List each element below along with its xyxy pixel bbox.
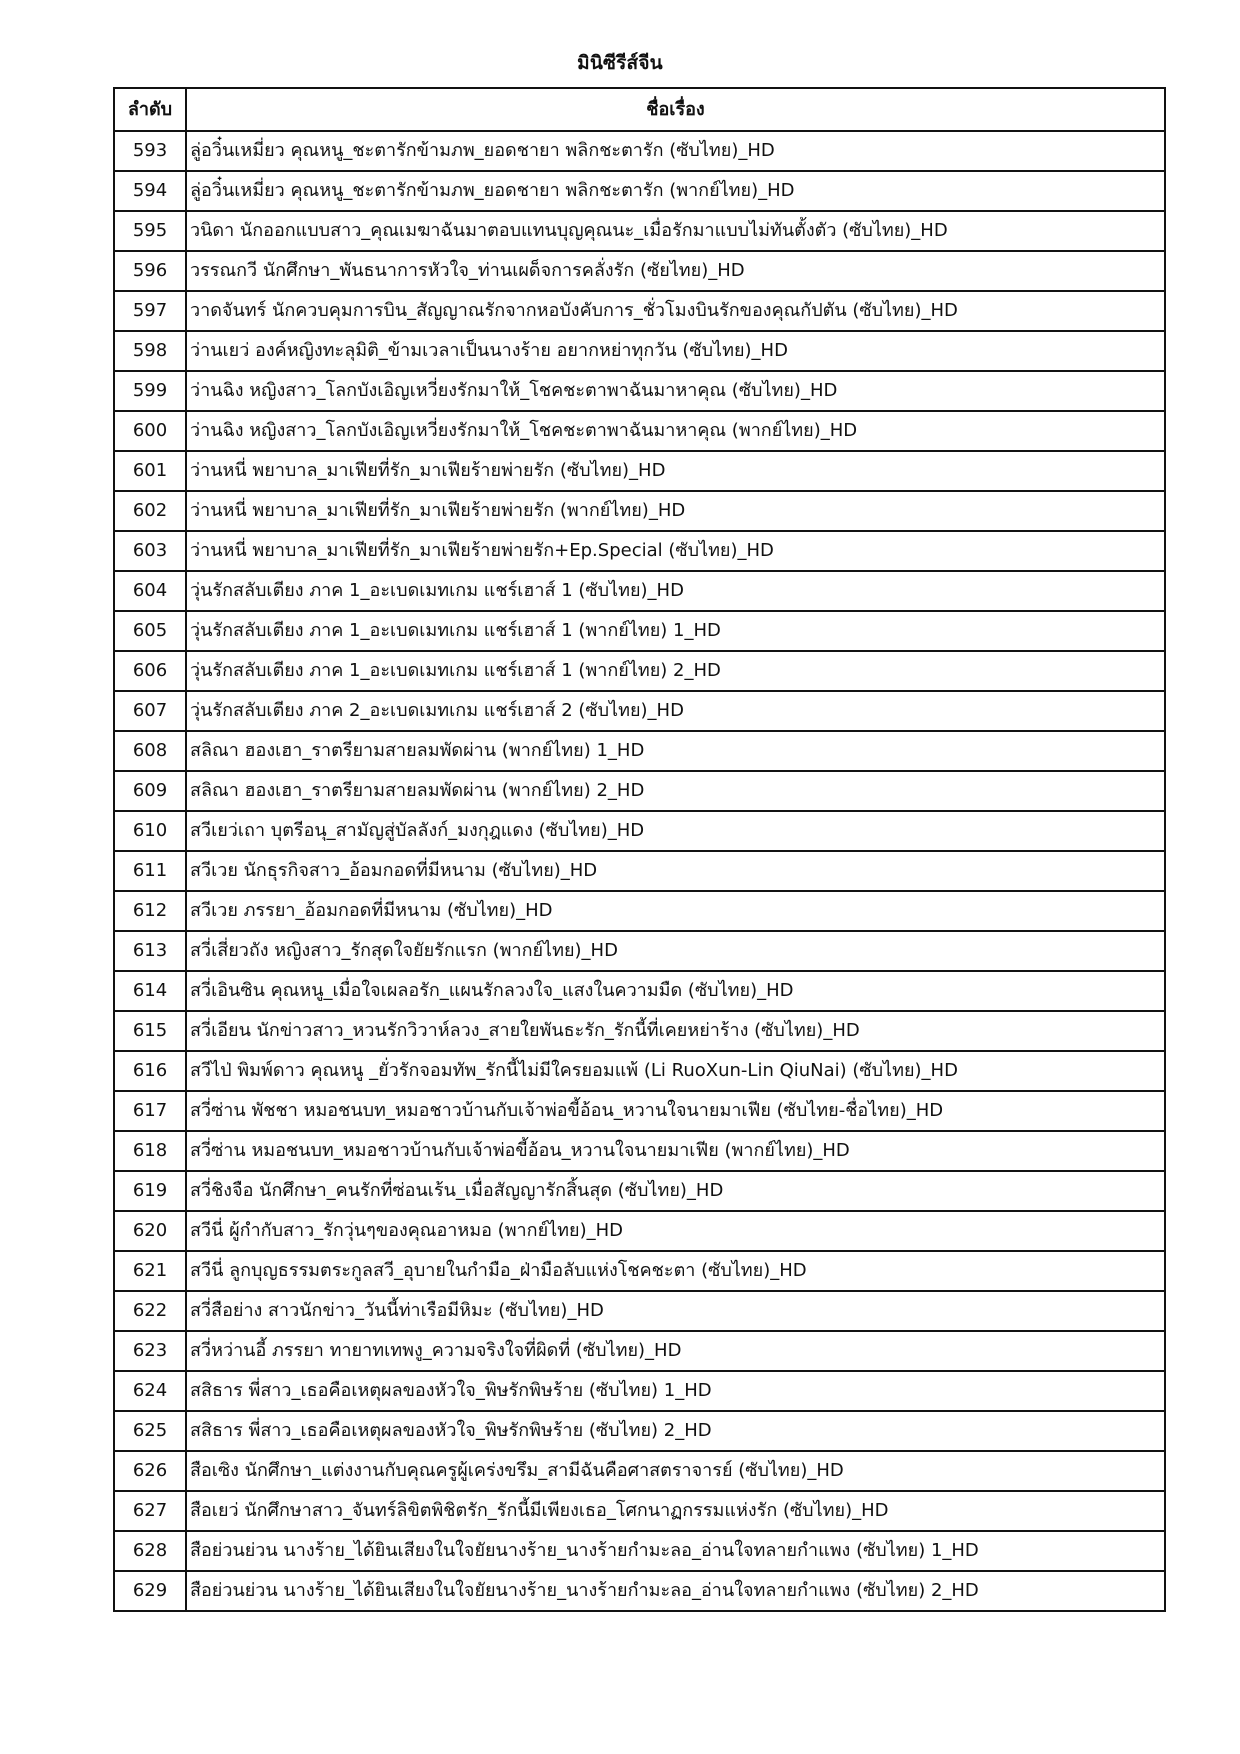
row-number: 617	[114, 1091, 186, 1131]
row-number: 596	[114, 251, 186, 291]
table-row	[114, 971, 1165, 1011]
table-row	[114, 411, 1165, 451]
row-number: 620	[114, 1211, 186, 1251]
row-title: วุ่นรักสลับเตียง ภาค 1_อะเบดเมทเกม แชร์เฮาส์ 1 (พากย์ไทย) 1_HD	[186, 611, 1165, 651]
table-row	[114, 1011, 1165, 1051]
table-row	[114, 691, 1165, 731]
row-title: ลู่อวิ๋นเหมี่ยว คุณหนู_ชะตารักข้ามภพ_ยอดชายา พลิกชะตารัก (พากย์ไทย)_HD	[186, 171, 1165, 211]
row-number: 603	[114, 531, 186, 571]
row-title: สวี่ซ่าน พัชชา หมอชนบท_หมอชาวบ้านกับเจ้าพ่อขี้อ้อน_หวานใจนายมาเฟีย (ซับไทย-ชื่อไทย)_HD	[186, 1091, 1165, 1131]
table-row	[114, 771, 1165, 811]
row-number: 599	[114, 371, 186, 411]
row-number: 602	[114, 491, 186, 531]
table-row	[114, 291, 1165, 331]
row-title: สือเยว่ นักศึกษาสาว_จันทร์ลิขิตพิชิตรัก_รักนี้มีเพียงเธอ_โศกนาฏกรรมแห่งรัก (ซับไทย)_HD	[186, 1491, 1165, 1531]
row-number: 626	[114, 1451, 186, 1491]
row-title: สือย่วนย่วน นางร้าย_ได้ยินเสียงในใจยัยนางร้าย_นางร้ายกำมะลอ_อ่านใจทลายกำแพง (ซับไทย) 2_HD	[186, 1571, 1165, 1611]
table-row	[114, 1051, 1165, 1091]
document-title: มินิซีรีส์จีน	[577, 52, 663, 74]
row-number: 597	[114, 291, 186, 331]
table-row	[114, 1131, 1165, 1171]
row-number: 618	[114, 1131, 186, 1171]
row-title: ว่านหนี่ พยาบาล_มาเฟียที่รัก_มาเฟียร้ายพ่ายรัก (ซับไทย)_HD	[186, 451, 1165, 491]
table-row	[114, 211, 1165, 251]
row-number: 609	[114, 771, 186, 811]
row-title: ว่านหนี่ พยาบาล_มาเฟียที่รัก_มาเฟียร้ายพ่ายรัก+Ep.Special (ซับไทย)_HD	[186, 531, 1165, 571]
row-number: 619	[114, 1171, 186, 1211]
row-title: สสิธาร พี่สาว_เธอคือเหตุผลของหัวใจ_พิษรักพิษร้าย (ซับไทย) 2_HD	[186, 1411, 1165, 1451]
row-title: สลิณา ฮองเฮา_ราตรียามสายลมพัดผ่าน (พากย์ไทย) 1_HD	[186, 731, 1165, 771]
table-row	[114, 651, 1165, 691]
row-number: 611	[114, 851, 186, 891]
row-title: สสิธาร พี่สาว_เธอคือเหตุผลของหัวใจ_พิษรักพิษร้าย (ซับไทย) 1_HD	[186, 1371, 1165, 1411]
table-row	[114, 1451, 1165, 1491]
table-row	[114, 451, 1165, 491]
row-title: สลิณา ฮองเฮา_ราตรียามสายลมพัดผ่าน (พากย์ไทย) 2_HD	[186, 771, 1165, 811]
row-title: สวี่ชิงจือ นักศึกษา_คนรักที่ซ่อนเร้น_เมื่อสัญญารักสิ้นสุด (ซับไทย)_HD	[186, 1171, 1165, 1211]
row-title: สวีเวย นักธุรกิจสาว_อ้อมกอดที่มีหนาม (ซับไทย)_HD	[186, 851, 1165, 891]
table-row	[114, 611, 1165, 651]
table-row	[114, 731, 1165, 771]
column-header-number: ลำดับ	[114, 88, 186, 131]
row-number: 613	[114, 931, 186, 971]
table-row	[114, 931, 1165, 971]
series-table	[113, 87, 1166, 1612]
table-row	[114, 1331, 1165, 1371]
table-row	[114, 131, 1165, 171]
row-number: 616	[114, 1051, 186, 1091]
row-title: สวีเยว่เถา บุตรีอนุ_สามัญสู่บัลลังก์_มงกุฎแดง (ซับไทย)_HD	[186, 811, 1165, 851]
row-number: 608	[114, 731, 186, 771]
row-number: 601	[114, 451, 186, 491]
row-number: 627	[114, 1491, 186, 1531]
row-number: 629	[114, 1571, 186, 1611]
row-number: 598	[114, 331, 186, 371]
row-title: สวี่เอียน นักข่าวสาว_หวนรักวิวาห์ลวง_สายใยพันธะรัก_รักนี้ที่เคยหย่าร้าง (ซับไทย)_HD	[186, 1011, 1165, 1051]
row-number: 614	[114, 971, 186, 1011]
row-title: วุ่นรักสลับเตียง ภาค 1_อะเบดเมทเกม แชร์เฮาส์ 1 (ซับไทย)_HD	[186, 571, 1165, 611]
table-row	[114, 1251, 1165, 1291]
row-title: สวีไป่ พิมพ์ดาว คุณหนู _ยั่วรักจอมทัพ_รักนี้ไม่มีใครยอมแพ้ (Li RuoXun-Lin QiuNai) (ซับไทย)_HD	[186, 1051, 1165, 1091]
row-number: 604	[114, 571, 186, 611]
row-title: สวีนี่ ลูกบุญธรรมตระกูลสวี_อุบายในกำมือ_ฝ่ามือลับแห่งโชคชะตา (ซับไทย)_HD	[186, 1251, 1165, 1291]
row-number: 622	[114, 1291, 186, 1331]
row-title: สือย่วนย่วน นางร้าย_ได้ยินเสียงในใจยัยนางร้าย_นางร้ายกำมะลอ_อ่านใจทลายกำแพง (ซับไทย) 1_HD	[186, 1531, 1165, 1571]
row-number: 612	[114, 891, 186, 931]
row-number: 605	[114, 611, 186, 651]
row-number: 623	[114, 1331, 186, 1371]
table-body	[114, 131, 1165, 1611]
table-row	[114, 1571, 1165, 1611]
row-title: วรรณกวี นักศึกษา_พันธนาการหัวใจ_ท่านเผด็จการคลั่งรัก (ซัยไทย)_HD	[186, 251, 1165, 291]
row-number: 593	[114, 131, 186, 171]
table-row	[114, 851, 1165, 891]
row-number: 628	[114, 1531, 186, 1571]
row-title: วุ่นรักสลับเตียง ภาค 1_อะเบดเมทเกม แชร์เฮาส์ 1 (พากย์ไทย) 2_HD	[186, 651, 1165, 691]
table-row	[114, 1371, 1165, 1411]
row-title: สือเซิง นักศึกษา_แต่งงานกับคุณครูผู้เคร่งขรึม_สามีฉันคือศาสตราจารย์ (ซับไทย)_HD	[186, 1451, 1165, 1491]
row-number: 594	[114, 171, 186, 211]
row-title: ว่านเยว่ องค์หญิงทะลุมิติ_ข้ามเวลาเป็นนางร้าย อยากหย่าทุกวัน (ซับไทย)_HD	[186, 331, 1165, 371]
row-title: ว่านฉิง หญิงสาว_โลกบังเอิญเหวี่ยงรักมาให้_โชคชะตาพาฉันมาหาคุณ (พากย์ไทย)_HD	[186, 411, 1165, 451]
table-row	[114, 1531, 1165, 1571]
row-number: 595	[114, 211, 186, 251]
table-row	[114, 171, 1165, 211]
row-title: สวี่เสี่ยวถัง หญิงสาว_รักสุดใจยัยรักแรก (พากย์ไทย)_HD	[186, 931, 1165, 971]
table-row	[114, 1411, 1165, 1451]
column-header-name: ชื่อเรื่อง	[186, 88, 1165, 131]
table-row	[114, 1211, 1165, 1251]
table-row	[114, 1291, 1165, 1331]
row-title: สวีเวย ภรรยา_อ้อมกอดที่มีหนาม (ซับไทย)_HD	[186, 891, 1165, 931]
row-title: สวี่หว่านอี้ ภรรยา ทายาทเทพงู_ความจริงใจที่ผิดที่ (ซับไทย)_HD	[186, 1331, 1165, 1371]
row-number: 624	[114, 1371, 186, 1411]
row-title: ลู่อวิ๋นเหมี่ยว คุณหนู_ชะตารักข้ามภพ_ยอดชายา พลิกชะตารัก (ซับไทย)_HD	[186, 131, 1165, 171]
row-title: สวี่เอินซิน คุณหนู_เมื่อใจเผลอรัก_แผนรักลวงใจ_แสงในความมืด (ซับไทย)_HD	[186, 971, 1165, 1011]
table-row	[114, 251, 1165, 291]
row-number: 610	[114, 811, 186, 851]
table-row	[114, 531, 1165, 571]
row-number: 607	[114, 691, 186, 731]
row-number: 615	[114, 1011, 186, 1051]
table-row	[114, 811, 1165, 851]
row-title: ว่านฉิง หญิงสาว_โลกบังเอิญเหวี่ยงรักมาให้_โชคชะตาพาฉันมาหาคุณ (ซับไทย)_HD	[186, 371, 1165, 411]
table-row	[114, 491, 1165, 531]
row-title: สวี่สือย่าง สาวนักข่าว_วันนี้ท่าเรือมีหิมะ (ซับไทย)_HD	[186, 1291, 1165, 1331]
table-row	[114, 1171, 1165, 1211]
row-number: 625	[114, 1411, 186, 1451]
row-title: สวี่ซ่าน หมอชนบท_หมอชาวบ้านกับเจ้าพ่อขี้อ้อน_หวานใจนายมาเฟีย (พากย์ไทย)_HD	[186, 1131, 1165, 1171]
table-header-row	[114, 88, 1165, 131]
table-row	[114, 1491, 1165, 1531]
row-number: 606	[114, 651, 186, 691]
table-row	[114, 891, 1165, 931]
row-number: 621	[114, 1251, 186, 1291]
row-title: วนิดา นักออกแบบสาว_คุณเมฆาฉันมาตอบแทนบุญคุณนะ_เมื่อรักมาแบบไม่ทันตั้งตัว (ซับไทย)_HD	[186, 211, 1165, 251]
row-title: วาดจันทร์ นักควบคุมการบิน_สัญญาณรักจากหอบังคับการ_ชั่วโมงบินรักของคุณกัปตัน (ซับไทย)_HD	[186, 291, 1165, 331]
row-title: ว่านหนี่ พยาบาล_มาเฟียที่รัก_มาเฟียร้ายพ่ายรัก (พากย์ไทย)_HD	[186, 491, 1165, 531]
row-number: 600	[114, 411, 186, 451]
row-title: สวีนี่ ผู้กำกับสาว_รักวุ่นๆของคุณอาหมอ (พากย์ไทย)_HD	[186, 1211, 1165, 1251]
table-row	[114, 1091, 1165, 1131]
table-row	[114, 571, 1165, 611]
row-title: วุ่นรักสลับเตียง ภาค 2_อะเบดเมทเกม แชร์เฮาส์ 2 (ซับไทย)_HD	[186, 691, 1165, 731]
table-row	[114, 331, 1165, 371]
table-row	[114, 371, 1165, 411]
